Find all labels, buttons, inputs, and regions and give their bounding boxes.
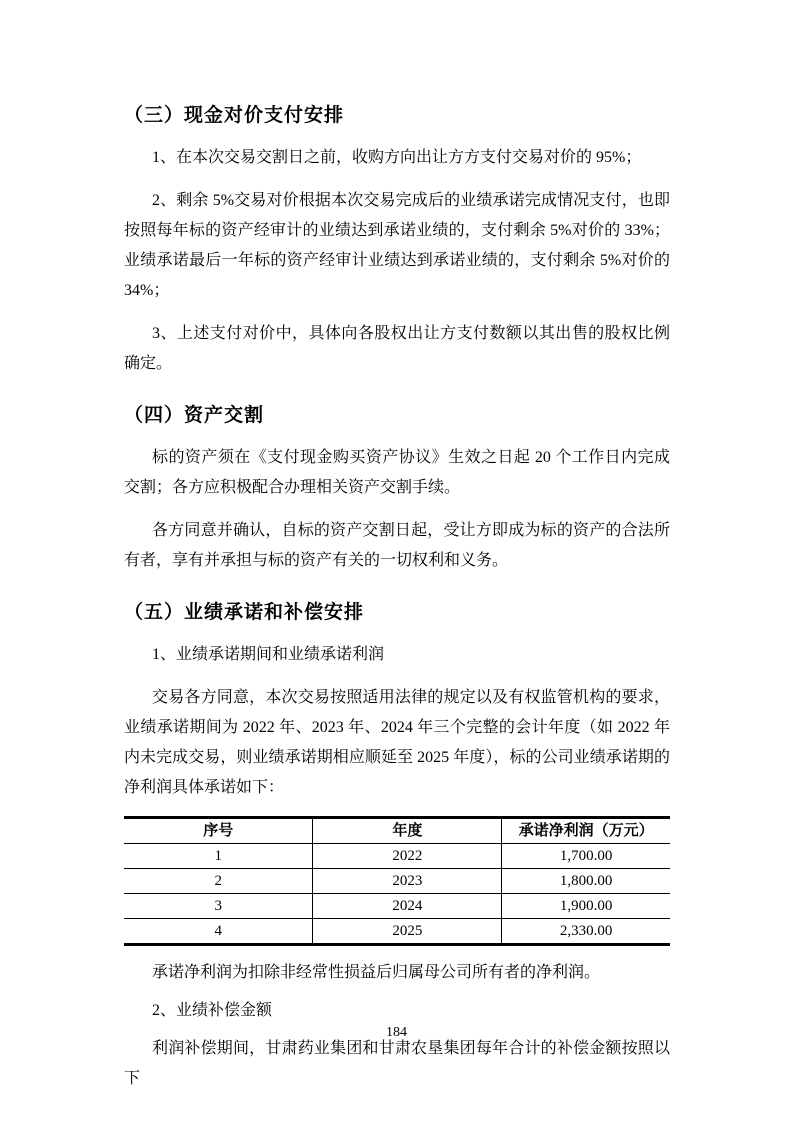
paragraph-delivery-2: 各方同意并确认，自标的资产交割日起，受让方即成为标的资产的合法所有者，享有并承担与标的资产有关的一切权利和义务。 [124, 522, 670, 569]
table-header-seq: 序号 [124, 818, 313, 844]
table-header-year: 年度 [313, 818, 502, 844]
paragraph-delivery-1: 标的资产须在《支付现金购买资产协议》生效之日起 20 个工作日内完成交割；各方应积极配合办理相关资产交割手续。 [124, 449, 670, 496]
paragraph-commitment-intro: 交易各方同意，本次交易按照适用法律的规定以及有权监管机构的要求，业绩承诺期间为 2022 年、2023 年、2024 年三个完整的会计年度（如 2022 年内未完成交易，则业绩承诺期相应顺延至 2025 年度），标的公司业绩承诺期的净利润具体承诺如下： [124, 689, 670, 796]
table-row [124, 869, 670, 894]
table-cell-seq: 4 [214, 923, 222, 939]
paragraph-payment-3: 3、上述支付对价中，具体向各股权出让方支付数额以其出售的股权比例确定。 [124, 325, 670, 372]
table-header-profit: 承诺净利润（万元） [502, 818, 670, 844]
table-cell-year: 2022 [313, 844, 502, 869]
table-cell-year: 2023 [313, 869, 502, 894]
profit-commitment-table [124, 816, 670, 946]
table-cell-profit: 1,900.00 [502, 894, 670, 919]
table-cell-profit: 1,800.00 [502, 869, 670, 894]
table-row [124, 844, 670, 869]
section-heading-cash-payment: （三）现金对价支付安排 [124, 105, 345, 126]
paragraph-compensation-subtitle: 2、业绩补偿金额 [152, 1002, 273, 1019]
table-cell-profit: 1,700.00 [502, 844, 670, 869]
paragraph-profit-note: 承诺净利润为扣除非经常性损益后归属母公司所有者的净利润。 [152, 964, 601, 981]
table-row [124, 894, 670, 919]
document-content [124, 103, 670, 1102]
table-cell-seq: 3 [124, 894, 313, 919]
table-cell-profit: 2,330.00 [502, 919, 670, 945]
section-heading-performance-commitment: （五）业绩承诺和补偿安排 [124, 602, 365, 623]
table-cell-seq: 2 [124, 869, 313, 894]
section-heading-asset-delivery: （四）资产交割 [124, 405, 265, 426]
table-cell-year: 2024 [313, 894, 502, 919]
paragraph-payment-2: 2、剩余 5%交易对价根据本次交易完成后的业绩承诺完成情况支付，也即按照每年标的资产经审计的业绩达到承诺业绩的，支付剩余 5%对价的 33%；业绩承诺最后一年标的资产经审计业绩达到承诺业绩的，支付剩余 5%对价的 34%； [124, 192, 670, 299]
page-number: 184 [386, 1025, 407, 1040]
table-header-row [124, 818, 670, 844]
paragraph-compensation-intro: 利润补偿期间，甘肃药业集团和甘肃农垦集团每年合计的补偿金额按照以下 [124, 1040, 670, 1087]
table-cell-year: 2025 [313, 919, 502, 945]
table-row [124, 919, 670, 945]
table-cell-seq: 1 [124, 844, 313, 869]
paragraph-payment-1: 1、在本次交易交割日之前，收购方向出让方方支付交易对价的 95%； [152, 149, 642, 166]
paragraph-commitment-subtitle: 1、业绩承诺期间和业绩承诺利润 [152, 646, 385, 663]
